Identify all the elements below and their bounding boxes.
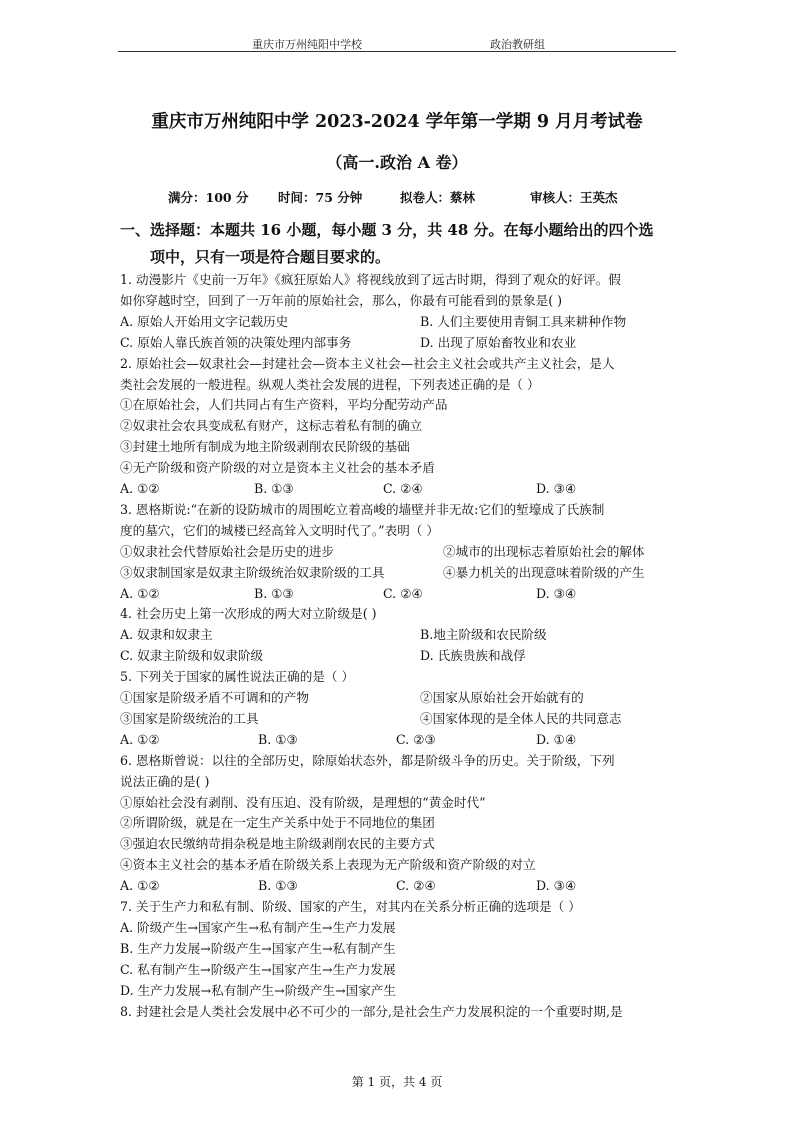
text-line: C. ②④: [396, 878, 436, 894]
text-line: 8. 封建社会是人类社会发展中必不可少的一部分,是社会生产力发展积淀的一个重要时期,是: [120, 1003, 623, 1019]
text-line: 3. 恩格斯说:“在新的设防城市的周围屹立着高峻的墙壁并非无故:它们的堑壕成了氏族制: [120, 501, 605, 517]
text-line: ②城市的出现标志着原始社会的解体: [443, 543, 645, 559]
text-line: D. ③④: [536, 585, 577, 601]
text-line: 6. 恩格斯曾说：以往的全部历史，除原始状态外，都是阶级斗争的历史。关于阶级，下列: [120, 752, 615, 768]
text-line: 1. 动漫影片《史前一万年》《疯狂原始人》将视线放到了远古时期，得到了观众的好评。假: [120, 272, 621, 287]
text-line: ①原始社会没有剥削、没有压迫、没有阶级，是理想的“黄金时代”: [120, 794, 486, 810]
text-line: D. ①④: [536, 731, 577, 747]
text-line: ①在原始社会，人们共同占有生产资料，平均分配劳动产品: [120, 397, 448, 413]
text-line: A. ①②: [120, 585, 160, 601]
text-line: D. ③④: [536, 878, 577, 894]
text-line: 5. 下列关于国家的属性说法正确的是（ ）: [120, 669, 355, 685]
text-line: D. 氏族贵族和战俘: [420, 648, 526, 664]
meta-reviewer: 审核人：王英杰: [530, 190, 618, 205]
text-line: B. 生产力发展→阶级产生→国家产生→私有制产生: [120, 940, 396, 956]
text-line: 4. 社会历史上第一次形成的两大对立阶级是( ): [120, 606, 377, 622]
text-line: ④无产阶级和资产阶级的对立是资本主义社会的基本矛盾: [120, 460, 435, 476]
text-line: A. 阶级产生→国家产生→私有制产生→生产力发展: [120, 919, 396, 935]
text-line: B. ①③: [254, 481, 294, 496]
text-line: ①国家是阶级矛盾不可调和的产物: [120, 690, 309, 705]
text-line: A. 原始人开始用文字记载历史: [120, 313, 289, 329]
page-footer: 第 1 页，共 4 页: [351, 1075, 443, 1089]
text-line: ④国家体现的是全体人民的共同意志: [420, 710, 622, 726]
text-line: 7. 关于生产力和私有制、阶级、国家的产生，对其内在关系分析正确的选项是（ ）: [120, 899, 581, 914]
text-line: B. ①③: [258, 878, 298, 894]
text-line: ③奴隶制国家是奴隶主阶级统治奴隶阶级的工具: [120, 564, 385, 580]
text-line: 类社会发展的一般进程。纵观人类社会发展的进程，下列表述正确的是（ ）: [120, 376, 540, 392]
text-line: ①奴隶社会代替原始社会是历史的进步: [120, 543, 335, 559]
text-line: 度的墓穴，它们的城楼已经高耸入文明时代了。”表明（ ）: [120, 522, 439, 538]
text-line: C. 原始人靠氏族首领的决策处理内部事务: [120, 334, 352, 350]
text-line: C. ②③: [396, 731, 436, 747]
meta-score: 满分：100 分: [168, 190, 249, 205]
text-line: C. 私有制产生→阶级产生→国家产生→生产力发展: [120, 961, 396, 977]
exam-subtitle: （高一.政治 A 卷）: [326, 153, 468, 172]
text-line: 2. 原始社会—奴隶社会—封建社会—资本主义社会—社会主义社会或共产主义社会，是人: [120, 355, 615, 371]
header-divider: [118, 51, 676, 52]
header-group: 政治教研组: [490, 38, 545, 51]
text-line: ②国家从原始社会开始就有的: [420, 690, 584, 705]
section-heading-line1: 一、选择题：本题共 16 小题，每小题 3 分，共 48 分。在每小题给出的四个选: [120, 221, 654, 239]
text-line: D. 生产力发展→私有制产生→阶级产生→国家产生: [120, 982, 396, 998]
text-line: ④暴力机关的出现意味着阶级的产生: [443, 564, 645, 580]
text-line: C. ②④: [383, 481, 423, 496]
exam-title: 重庆市万州纯阳中学 2023-2024 学年第一学期 9 月月考试卷: [151, 112, 643, 132]
text-line: ③封建土地所有制成为地主阶级剥削农民阶级的基础: [120, 439, 410, 455]
text-line: B. 人们主要使用青铜工具来耕种作物: [420, 313, 627, 329]
text-line: B.地主阶级和农民阶级: [420, 627, 547, 643]
text-line: B. ①③: [258, 731, 298, 747]
text-line: ②所谓阶级，就是在一定生产关系中处于不同地位的集团: [120, 815, 435, 831]
text-line: C. 奴隶主阶级和奴隶阶级: [120, 648, 264, 664]
text-line: D. 出现了原始畜牧业和农业: [420, 334, 577, 350]
text-line: ④资本主义社会的基本矛盾在阶级关系上表现为无产阶级和资产阶级的对立: [120, 857, 536, 873]
text-line: D. ③④: [536, 481, 577, 496]
text-line: A. ①②: [120, 731, 160, 747]
section-heading-line2: 项中，只有一项是符合题目要求的。: [150, 248, 391, 266]
text-line: 说法正确的是( ): [120, 773, 210, 789]
text-line: B. ①③: [254, 585, 294, 601]
meta-author: 拟卷人：蔡林: [400, 190, 476, 205]
text-line: A. 奴隶和奴隶主: [120, 627, 213, 643]
header-school: 重庆市万州纯阳中学校: [252, 38, 362, 51]
text-line: ②奴隶社会农具变成私有财产，这标志着私有制的确立: [120, 418, 423, 434]
meta-time: 时间：75 分钟: [278, 190, 363, 205]
text-line: A. ①②: [120, 481, 160, 496]
text-line: C. ②④: [383, 585, 423, 601]
text-line: ③强迫农民缴纳苛捐杂税是地主阶级剥削农民的主要方式: [120, 836, 435, 852]
text-line: ③国家是阶级统治的工具: [120, 710, 259, 726]
text-line: A. ①②: [120, 878, 160, 894]
text-line: 如你穿越时空，回到了一万年前的原始社会，那么，你最有可能看到的景象是( ): [120, 292, 563, 308]
